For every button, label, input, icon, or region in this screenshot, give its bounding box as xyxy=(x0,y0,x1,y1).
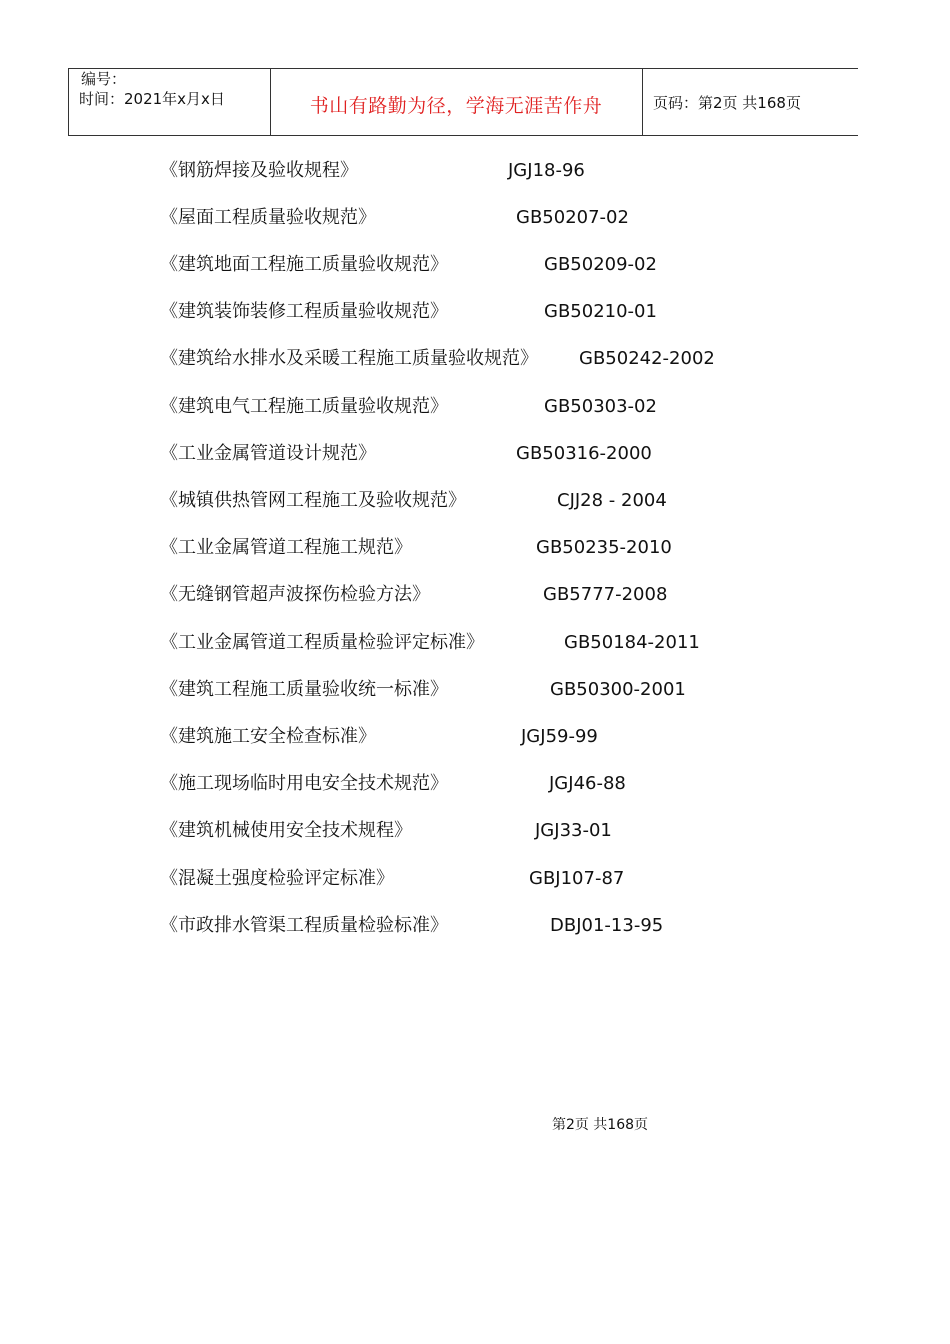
standard-code: GB50207-02 xyxy=(516,207,629,228)
standard-row xyxy=(160,346,780,372)
standard-code: GB50235-2010 xyxy=(536,537,672,558)
standard-title: 《施工现场临时用电安全技术规范》 xyxy=(160,773,448,794)
standard-code: GB50300-2001 xyxy=(550,679,686,700)
standard-code: GBJ107-87 xyxy=(529,868,625,889)
standard-row xyxy=(160,630,780,656)
standard-code: CJJ28 - 2004 xyxy=(557,490,667,511)
standard-row xyxy=(160,394,780,420)
header-page-number: 页码：第2页 共168页 xyxy=(653,94,801,112)
page-header xyxy=(68,68,858,136)
standard-row xyxy=(160,299,780,325)
standard-title: 《城镇供热管网工程施工及验收规范》 xyxy=(160,490,466,511)
standard-row xyxy=(160,488,780,514)
standard-title: 《无缝钢管超声波探伤检验方法》 xyxy=(160,584,430,605)
standard-title: 《建筑装饰装修工程质量验收规范》 xyxy=(160,301,448,322)
standard-code: GB50184-2011 xyxy=(564,632,700,653)
standard-code: GB50303-02 xyxy=(544,396,657,417)
standard-row xyxy=(160,866,780,892)
standard-title: 《建筑电气工程施工质量验收规范》 xyxy=(160,396,448,417)
header-info-cell xyxy=(68,69,271,135)
standard-row xyxy=(160,441,780,467)
page-footer: 第2页 共168页 xyxy=(551,1117,649,1133)
standard-code: JGJ59-99 xyxy=(521,726,598,747)
standard-code: GB5777-2008 xyxy=(543,584,668,605)
standard-code: JGJ46-88 xyxy=(549,773,626,794)
header-page-cell xyxy=(643,69,858,135)
document-number-label: 编号： xyxy=(81,70,127,88)
standard-code: GB50242-2002 xyxy=(579,348,715,369)
standard-code: GB50210-01 xyxy=(544,301,657,322)
standard-title: 《建筑工程施工质量验收统一标准》 xyxy=(160,679,448,700)
standard-title: 《钢筋焊接及验收规程》 xyxy=(160,160,358,181)
standard-code: GB50209-02 xyxy=(544,254,657,275)
header-motto: 书山有路勤为径，学海无涯苦作舟 xyxy=(309,95,603,117)
standard-row xyxy=(160,582,780,608)
standard-row xyxy=(160,913,780,939)
standard-code: GB50316-2000 xyxy=(516,443,652,464)
standard-title: 《屋面工程质量验收规范》 xyxy=(160,207,376,228)
standard-title: 《混凝土强度检验评定标准》 xyxy=(160,868,394,889)
standard-row xyxy=(160,818,780,844)
standard-code: JGJ33-01 xyxy=(535,820,612,841)
standard-row xyxy=(160,677,780,703)
standard-code: JGJ18-96 xyxy=(508,160,585,181)
standard-title: 《建筑施工安全检查标准》 xyxy=(160,726,376,747)
header-motto-cell xyxy=(270,69,643,135)
standard-title: 《建筑机械使用安全技术规程》 xyxy=(160,820,412,841)
standard-title: 《工业金属管道设计规范》 xyxy=(160,443,376,464)
standard-title: 《市政排水管渠工程质量检验标准》 xyxy=(160,915,448,936)
standard-code: DBJ01-13-95 xyxy=(550,915,664,936)
standard-title: 《工业金属管道工程施工规范》 xyxy=(160,537,412,558)
document-time-label: 时间：2021年x月x日 xyxy=(79,90,225,108)
standard-row xyxy=(160,771,780,797)
standard-title: 《工业金属管道工程质量检验评定标准》 xyxy=(160,632,484,653)
standard-title: 《建筑给水排水及采暖工程施工质量验收规范》 xyxy=(160,348,538,369)
standard-row xyxy=(160,158,780,184)
standard-row xyxy=(160,724,780,750)
standard-row xyxy=(160,252,780,278)
standard-row xyxy=(160,205,780,231)
standard-row xyxy=(160,535,780,561)
standard-title: 《建筑地面工程施工质量验收规范》 xyxy=(160,254,448,275)
